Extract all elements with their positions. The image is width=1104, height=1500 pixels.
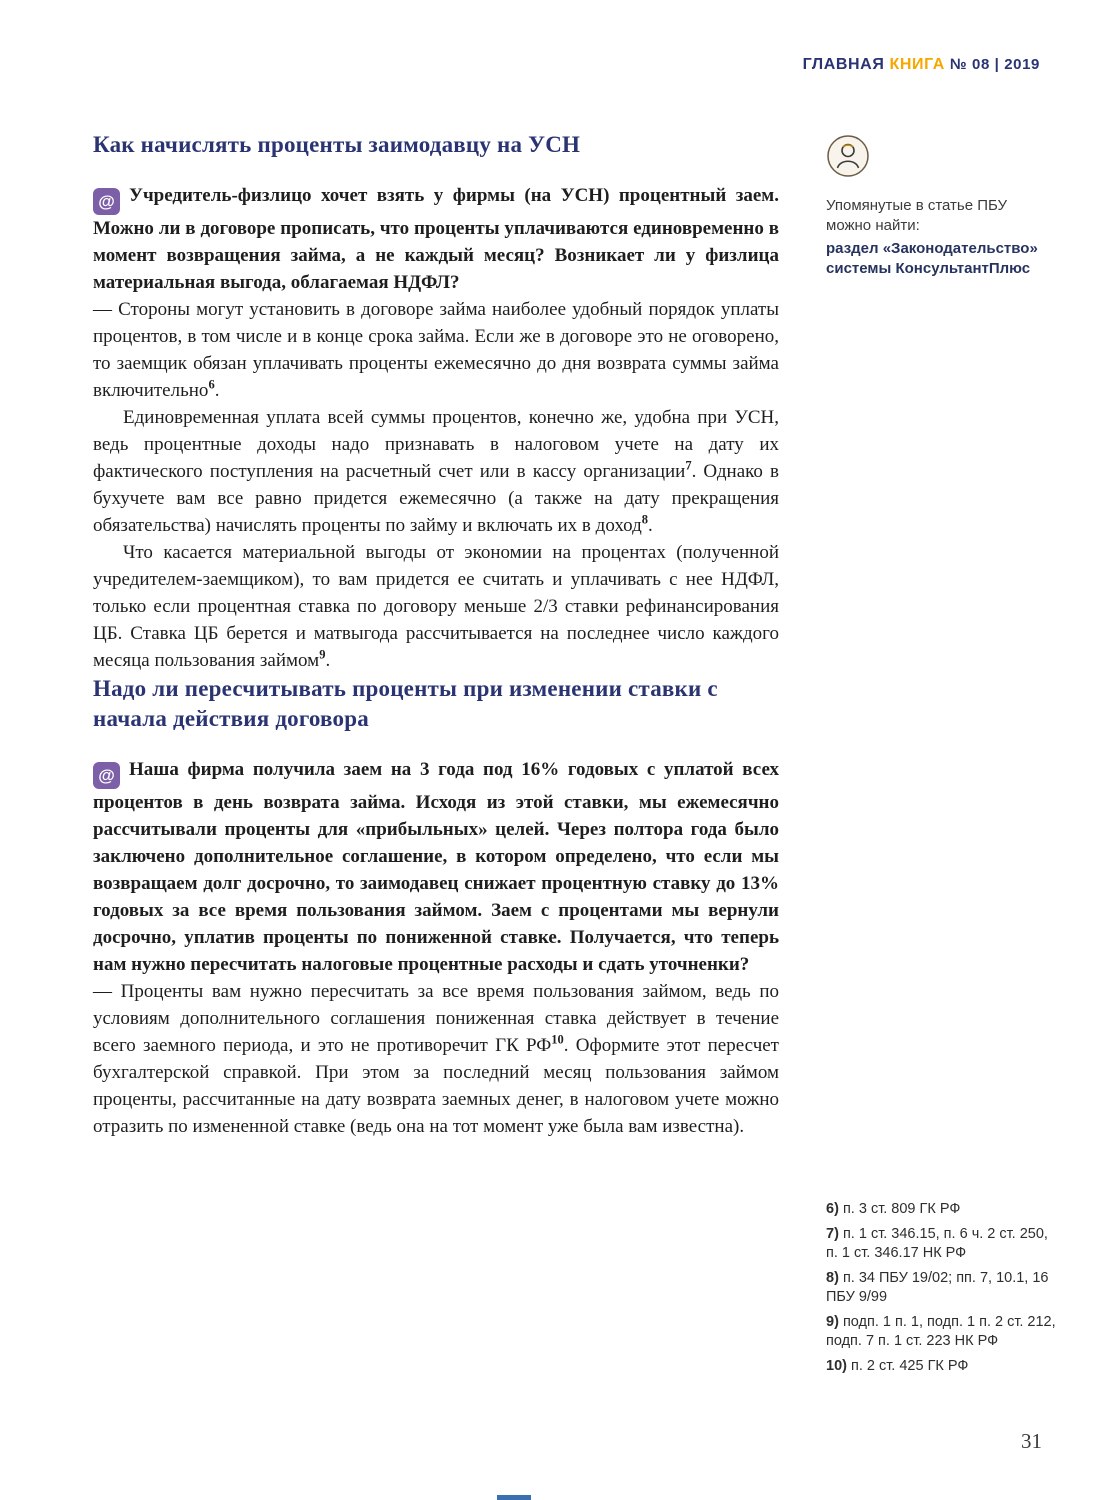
paragraph-text: .	[648, 515, 653, 536]
sidebar	[826, 134, 1042, 279]
footnote-item	[826, 1269, 1056, 1307]
footnote-item	[826, 1313, 1056, 1351]
section2-title: Надо ли пересчитывать проценты при изменении ставки с начала действия договора	[93, 676, 718, 731]
question-text: Учредитель-физлицо хочет взять у фирмы (на УСН) процентный заем. Можно ли в договоре прописать, что проценты уплачиваются единовременно в момент возвращения займа, а не каждый месяц? Возникает ли у физлица материальная выгода, облагаемая НДФЛ?	[93, 185, 779, 293]
footnote-number: 10)	[826, 1358, 847, 1374]
paragraph-text: .	[214, 380, 220, 401]
footnote-text: п. 1 ст. 346.15, п. 6 ч. 2 ст. 250, п. 1 ст. 346.17 НК РФ	[826, 1226, 1048, 1261]
footnote-text: п. 34 ПБУ 19/02; пп. 7, 10.1, 16 ПБУ 9/99	[826, 1270, 1049, 1305]
footnote-number: 9)	[826, 1314, 839, 1330]
footnote-item	[826, 1357, 1056, 1376]
section2-question	[93, 756, 779, 978]
footnote-number: 8)	[826, 1270, 839, 1286]
sidebar-note-intro: Упомянутые в статье ПБУ можно найти:	[826, 197, 1008, 234]
issue-label: № 08 | 2019	[949, 56, 1040, 73]
paragraph-text: Единовременная уплата всей суммы процентов, конечно же, удобна при УСН, ведь процентные доходы надо признавать в налоговом учете на дату их фактического поступления на расчетный счет или в кассу организации	[93, 407, 779, 482]
paragraph-text: — Стороны могут установить в договоре займа наиболее удобный порядок уплаты процентов, в том числе и в конце срока займа. Если же в договоре это не оговорено, то заемщик обязан уплачивать проценты ежемесячно до дня возврата суммы займа включительно	[93, 299, 779, 401]
page-header	[803, 56, 1040, 74]
print-mark	[497, 1495, 531, 1500]
sidebar-reference: раздел «Законодательство» системы КонсультантПлюс	[826, 240, 1038, 277]
footnote-item	[826, 1225, 1056, 1263]
footnote-text: п. 2 ст. 425 ГК РФ	[851, 1358, 969, 1374]
question-at-icon: @	[93, 762, 120, 789]
paragraph-text: . Однако в бухучете вам все равно придется ежемесячно (а также на дату прекращения обязательства) начислять проценты по займу и включать их в доход	[93, 461, 779, 536]
section1-title: Как начислять проценты заимодавцу на УСН	[93, 132, 581, 157]
section1-question	[93, 182, 779, 296]
footnote-number: 7)	[826, 1226, 839, 1242]
footnote-item	[826, 1200, 1056, 1219]
footnote-text: п. 3 ст. 809 ГК РФ	[842, 1201, 961, 1217]
question-at-icon: @	[93, 188, 120, 215]
answer-paragraph	[93, 539, 779, 674]
article-column	[93, 130, 779, 1140]
magazine-title-main: ГЛАВНАЯ	[802, 56, 885, 73]
answer-paragraph	[93, 404, 779, 539]
paragraph-text: — Проценты вам нужно пересчитать за все время пользования займом, ведь по условиям дополнительного соглашения пониженная ставка действует в течение всего заемного периода, и это не противоречит ГК РФ	[93, 981, 779, 1056]
paragraph-text: Что касается материальной выгоды от экономии на процентах (полученной учредителем-заемщиком), то вам придется ее считать и уплачивать с нее НДФЛ, только если процентная ставка по договору меньше 2/3 ставки рефинансирования ЦБ. Ставка ЦБ берется и матвыгода рассчитывается на последнее число каждого месяца пользования займом	[93, 542, 779, 671]
footnote-ref-8: 8	[641, 512, 648, 527]
question-text: Наша фирма получила заем на 3 года под 16% годовых с уплатой всех процентов в день возврата займа. Исходя из этой ставки, мы ежемесячно рассчитывали проценты для «прибыльных» целей. Через полтора года было заключено дополнительное соглашение, в котором определено, что если мы возвращаем долг досрочно, то заимодавец снижает процентную ставку до 13% годовых за все время пользования займом. Заем с процентами мы вернули досрочно, уплатив проценты по пониженной ставке. Получается, что теперь нам нужно пересчитать налоговые процентные расходы и сдать уточненки?	[93, 759, 779, 975]
footnote-text: подп. 1 п. 1, подп. 1 п. 2 ст. 212, подп. 7 п. 1 ст. 223 НК РФ	[826, 1314, 1056, 1349]
footnotes-block	[826, 1200, 1056, 1382]
paragraph-text: . Оформите этот пересчет бухгалтерской справкой. При этом за последний месяц пользования займом проценты, рассчитанные на дату возврата заемных денег, в налоговом учете можно отразить по измененной ставке (ведь она на тот момент уже была вам известна).	[93, 1035, 779, 1137]
paragraph-text: .	[325, 650, 331, 671]
answer-paragraph	[93, 296, 779, 404]
pbu-stamp-icon	[826, 134, 1042, 184]
footnote-ref-10: 10	[551, 1032, 564, 1047]
answer-paragraph	[93, 978, 779, 1140]
footnote-ref-7: 7	[685, 458, 692, 473]
footnote-number: 6)	[826, 1201, 839, 1217]
page-number: 31	[1021, 1429, 1042, 1453]
magazine-title-accent: КНИГА	[889, 56, 945, 73]
footnote-ref-6: 6	[208, 377, 215, 392]
footnote-ref-9: 9	[319, 647, 326, 662]
